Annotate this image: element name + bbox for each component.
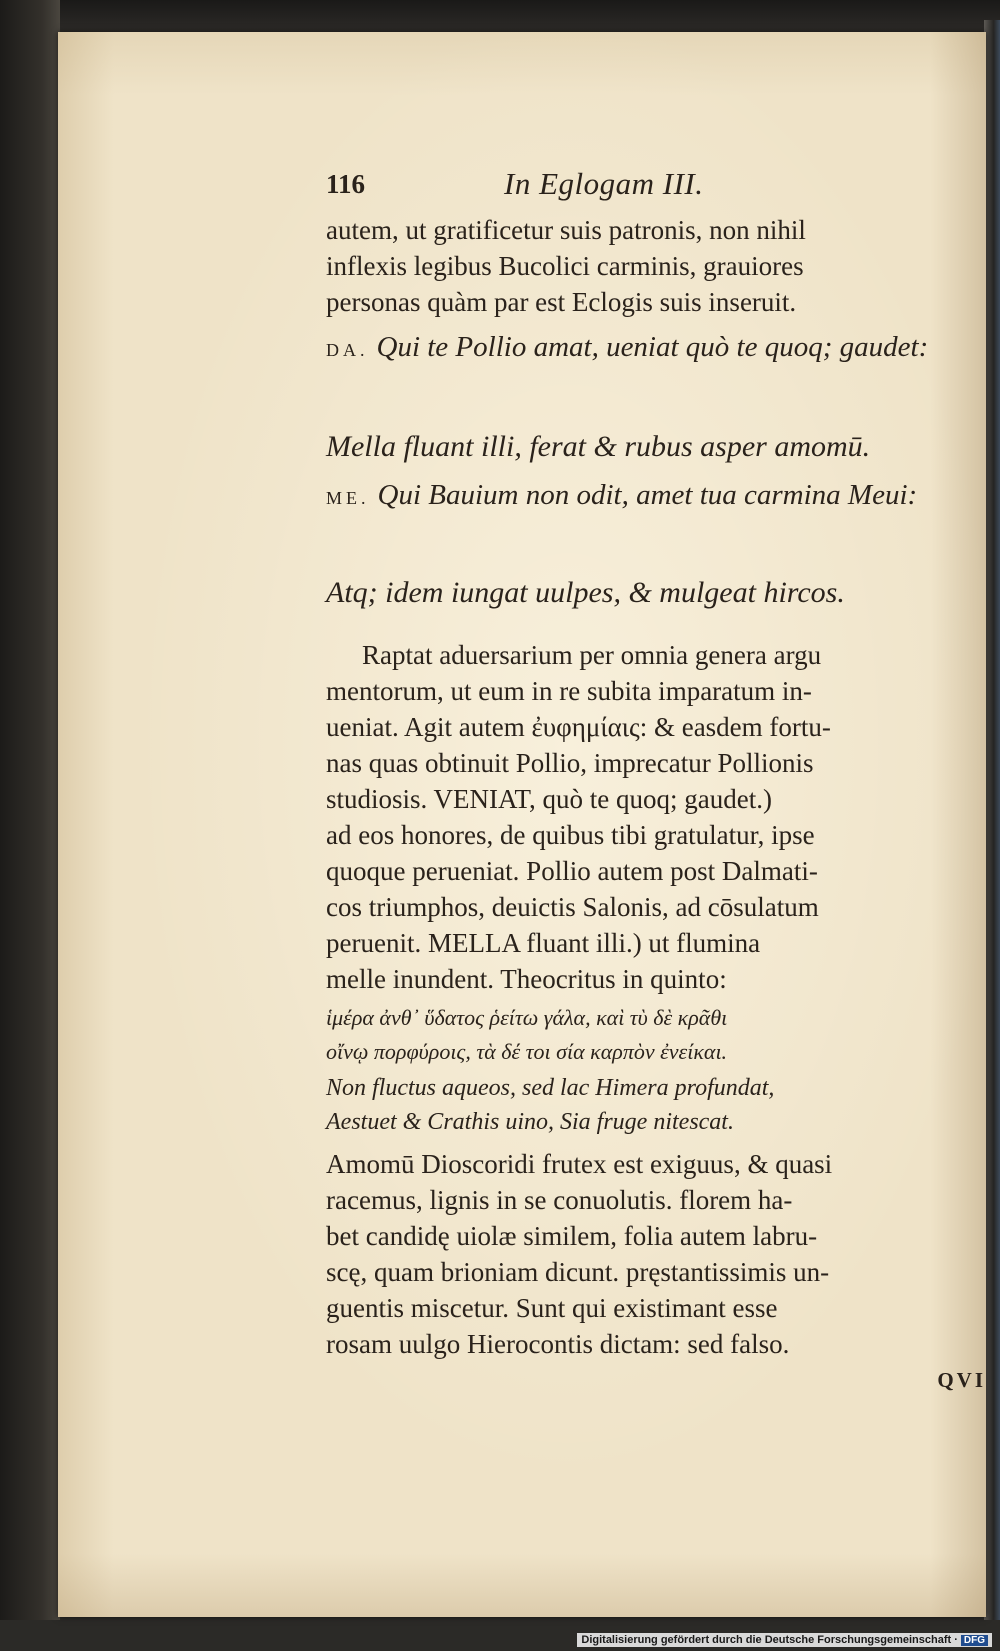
latin-verse-line: Aestuet & Crathis uino, Sia fruge nitescat. <box>326 1109 734 1135</box>
commentary-line: quoque perueniat. Pollio autem post Dalmati- <box>326 856 818 886</box>
credit-text: Digitalisierung gefördert durch die Deutsche Forschungsgemeinschaft · <box>581 1634 958 1646</box>
speaker-label: DA. <box>326 340 369 360</box>
intro-line: inflexis legibus Bucolici carminis, grauiores <box>326 251 804 281</box>
running-head <box>326 162 986 206</box>
commentary-line: cos triumphos, deuictis Salonis, ad cōsulatum <box>326 892 819 922</box>
commentary-line: melle inundent. Theocritus in quinto: <box>326 964 727 994</box>
latin-verse-line: Non fluctus aqueos, sed lac Himera profundat, <box>326 1075 775 1101</box>
speaker-label: ME. <box>326 488 370 508</box>
scan-border-left <box>0 0 60 1620</box>
verse-line: Mella fluant illi, ferat & rubus asper amomū. <box>326 430 871 463</box>
closing-line: bet candidę uiolæ similem, folia autem labru- <box>326 1221 818 1251</box>
commentary-line: ad eos honores, de quibus tibi gratulatur, ipse <box>326 820 815 850</box>
verse-line <box>326 472 978 519</box>
digitization-credit <box>577 1633 992 1647</box>
intro-line: autem, ut gratificetur suis patronis, non nihil <box>326 215 806 245</box>
closing-line: Amomū Dioscoridi frutex est exiguus, & quasi <box>326 1149 833 1179</box>
closing-line: guentis miscetur. Sunt qui existimant esse <box>326 1293 778 1323</box>
intro-line: personas quàm par est Eclogis suis inseruit. <box>326 287 797 317</box>
closing-line: scę, quam brioniam dicunt. pręstantissimis un- <box>326 1257 830 1287</box>
commentary-line: nas quas obtinuit Pollio, imprecatur Pollionis <box>326 748 814 778</box>
commentary-line: peruenit. MELLA fluant illi.) ut flumina <box>326 928 761 958</box>
verse-text: Qui Bauium non odit, amet tua carmina Meui: <box>377 479 918 511</box>
commentary-line: studiosis. VENIAT, quò te quoq; gaudet.) <box>326 784 772 814</box>
page-number: 116 <box>326 169 366 199</box>
book-page <box>58 32 986 1617</box>
closing-line: racemus, lignis in se conuolutis. florem ha- <box>326 1185 793 1215</box>
closing-line: rosam uulgo Hierocontis dictam: sed falso. <box>326 1329 790 1359</box>
greek-verse-line: ἱμέρα ἀνθ᾽ ὕδατος ῥείτω γάλα, καὶ τὺ δὲ κρᾶθι <box>326 1005 728 1030</box>
commentary-line: mentorum, ut eum in re subita imparatum in- <box>326 676 812 706</box>
dfg-logo: DFG <box>961 1635 988 1646</box>
greek-verse-line: οἴνῳ πορφύροις, τὰ δέ τοι σία καρπὸν ἐνείκαι. <box>326 1039 728 1064</box>
verse-text: Qui te Pollio amat, ueniat quò te quoq; gaudet: <box>376 331 929 363</box>
verse-line <box>326 324 977 371</box>
running-title: In Eglogam III. <box>504 166 704 201</box>
commentary-line: ueniat. Agit autem ἐυφημίαις: & easdem fortu- <box>326 712 831 742</box>
verse-line: Atq; idem iungat uulpes, & mulgeat hircos. <box>326 576 845 609</box>
scan-border-right <box>984 20 1000 1620</box>
commentary-line: Raptat aduersarium per omnia genera argu <box>362 640 822 670</box>
catchword: QVI <box>937 1368 986 1392</box>
scan-border-top <box>0 0 1000 34</box>
